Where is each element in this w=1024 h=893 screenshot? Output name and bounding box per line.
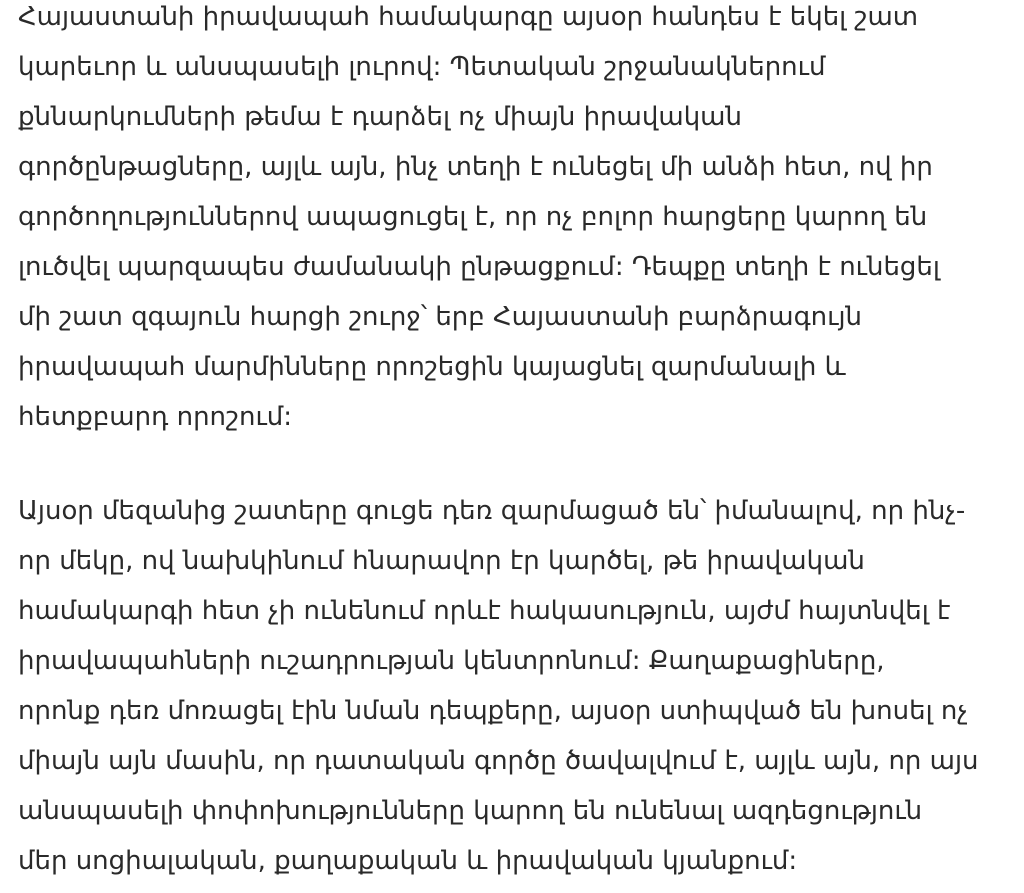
text-line: Այսօր մեզանից շատերը գուցե դեռ զարմացած են՝ իմանալով, որ ինչ- bbox=[18, 496, 966, 526]
text-line: համակարգի հետ չի ունենում որևէ հակասություն, այժմ հայտնվել է bbox=[18, 596, 951, 626]
text-line: իրավապահների ուշադրության կենտրոնում: Քաղաքացիները, bbox=[18, 646, 885, 676]
paragraph-1 bbox=[18, 0, 940, 442]
paragraph-2 bbox=[18, 486, 979, 886]
text-line: միայն այն մասին, որ դատական գործը ծավալվում է, այլև այն, որ այս bbox=[18, 746, 979, 776]
text-line: անսպասելի փոփոխությունները կարող են ունենալ ազդեցություն bbox=[18, 796, 923, 826]
text-line: գործընթացները, այլև այն, ինչ տեղի է ունեցել մի անձի հետ, ով իր bbox=[18, 152, 933, 182]
text-line: հետքբարդ որոշում: bbox=[18, 402, 293, 432]
text-line: լուծվել պարզապես ժամանակի ընթացքում: Դեպքը տեղի է ունեցել bbox=[18, 252, 940, 282]
text-line: Հայաստանի իրավապահ համակարգը այսօր հանդես է եկել շատ bbox=[18, 2, 919, 32]
text-line: որոնք դեռ մոռացել էին նման դեպքերը, այսօր ստիպված են խոսել ոչ bbox=[18, 696, 968, 726]
text-line: որ մեկը, ով նախկինում հնարավոր էր կարծել, թե իրավական bbox=[18, 546, 865, 576]
text-line: մեր սոցիալական, քաղաքական և իրավական կյանքում: bbox=[18, 846, 798, 876]
text-line: մի շատ զգայուն հարցի շուրջ՝ երբ Հայաստանի բարձրագույն bbox=[18, 302, 862, 332]
text-line: իրավապահ մարմինները որոշեցին կայացնել զարմանալի և bbox=[18, 352, 846, 382]
text-line: քննարկումների թեմա է դարձել ոչ միայն իրավական bbox=[18, 102, 742, 132]
text-line: գործողություններով ապացուցել է, որ ոչ բոլոր հարցերը կարող են bbox=[18, 202, 928, 232]
text-line: կարեւոր և անսպասելի լուրով: Պետական շրջանակներում bbox=[18, 52, 826, 82]
